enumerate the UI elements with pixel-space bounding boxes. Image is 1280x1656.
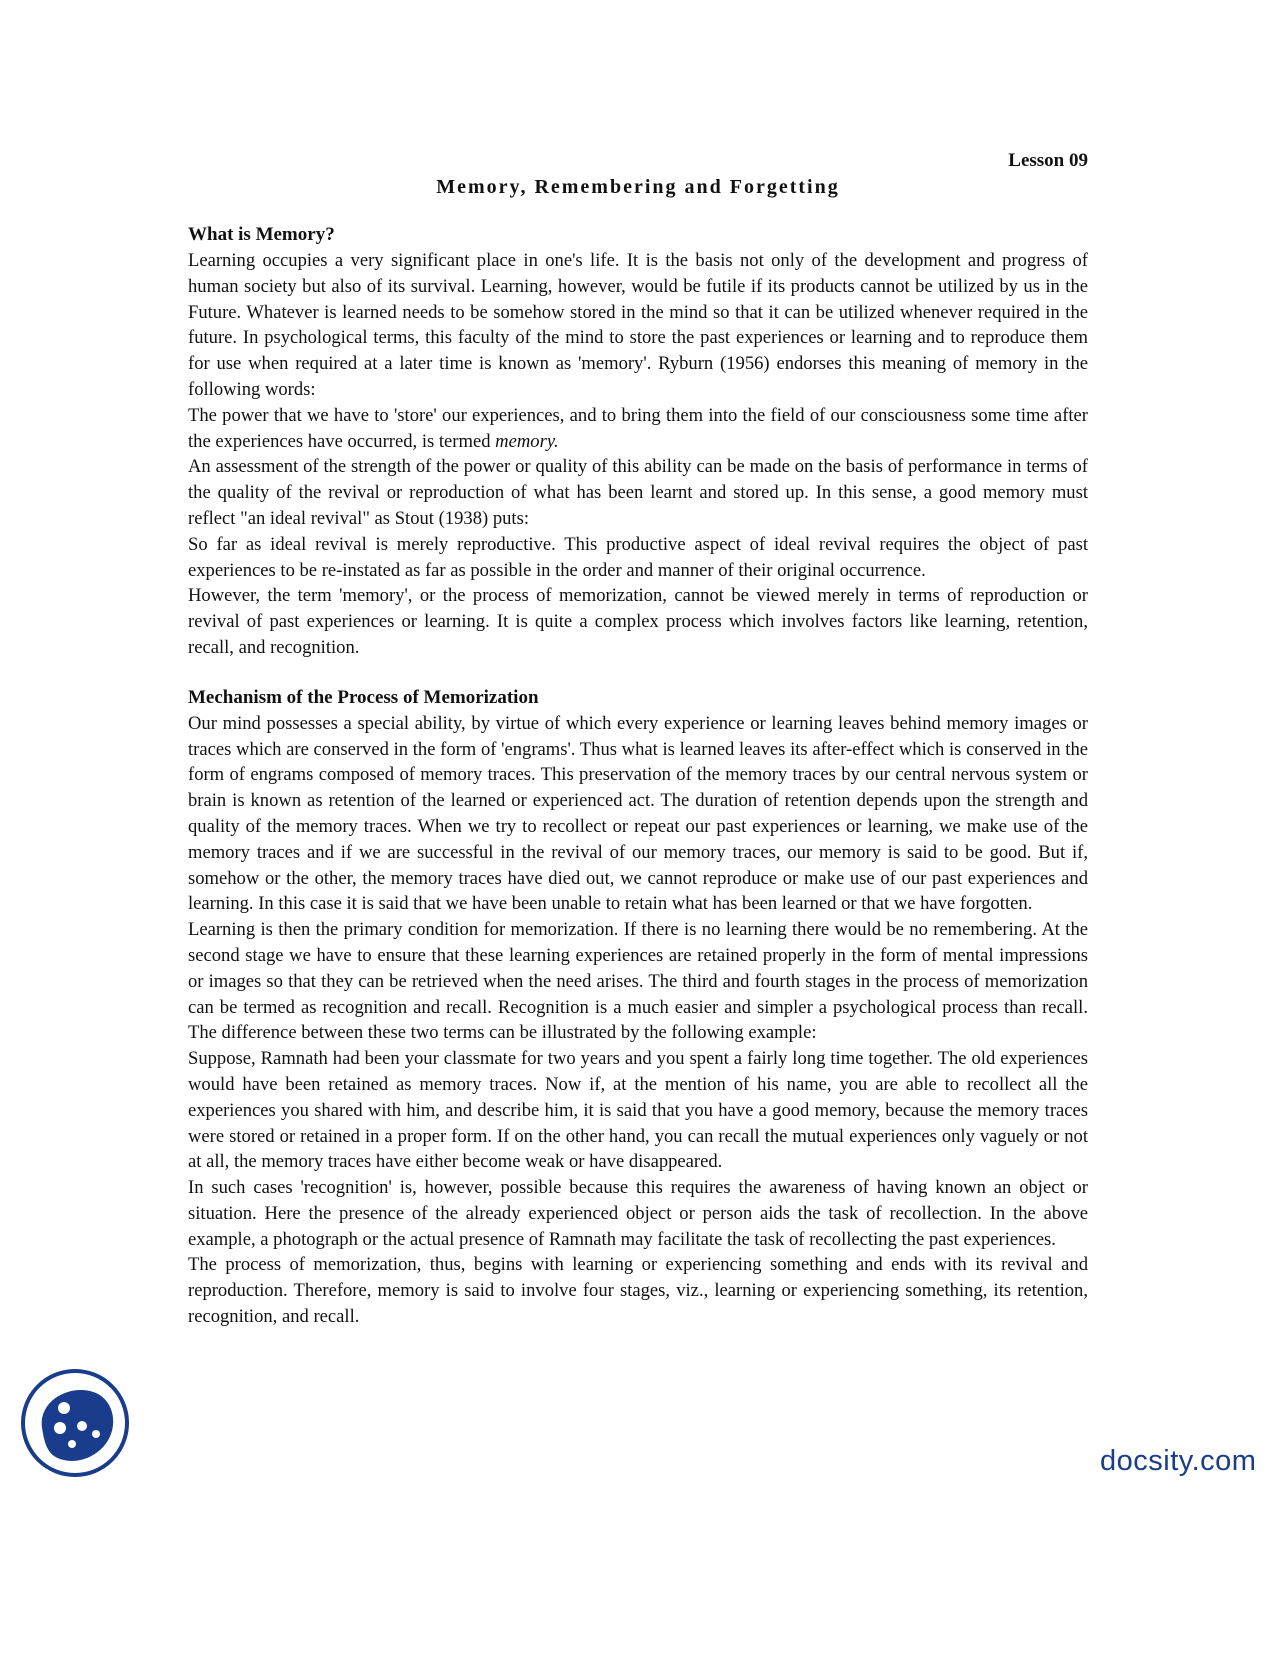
quote-paragraph — [188, 403, 1088, 455]
paragraph: In such cases 'recognition' is, however, possible because this requires the awareness of having known an object or situation. Here the presence of the already experienced object or person aids the task of recollection. In the above example, a photograph or the actual presence of Ramnath may facilitate the task of recollecting the past experiences. — [188, 1177, 1088, 1250]
paragraph: Learning is then the primary condition for memorization. If there is no learning there would be no remembering. At the second stage we have to ensure that these learning experiences are retained properly in the form of mental impressions or images so that they can be retrieved when the need arises. The third and fourth stages in the process of memorization can be termed as recognition and recall. Recognition is a much easier and simpler a psychological process than recall. The difference between these two terms can be illustrated by the following example: — [188, 919, 1088, 1044]
section-heading-mechanism: Mechanism of the Process of Memorization — [188, 686, 539, 708]
quote-text: The power that we have to 'store' our experiences, and to bring them into the field of our consciousness some time after the experiences have occurred, is termed — [188, 404, 1088, 452]
section-heading-what-is-memory: What is Memory? — [188, 224, 335, 245]
paragraph: Our mind possesses a special ability, by virtue of which every experience or learning leaves behind memory images or traces which are conserved in the form of 'engrams'. Thus what is learned leaves its after-effect which is conserved in the form of engrams composed of memory traces. This preservation of the memory traces by our central nervous system or brain is known as retention of the learned or experienced act. The duration of retention depends upon the strength and quality of the memory traces. When we try to recollect or repeat our past experiences or learning, we make use of the memory traces and if we are successful in the revival of our memory traces, our memory is said to be good. But if, somehow or the other, the memory traces have died out, we cannot reproduce or make use of our past experiences and learning. In this case it is said that we have been unable to retain what has been learned or that we have forgotten. — [188, 712, 1088, 915]
paragraph: The process of memorization, thus, begins with learning or experiencing something and ends with its revival and reproduction. Therefore, memory is said to involve four stages, viz., learning or experiencing something, its retention, recognition, and recall. — [188, 1254, 1088, 1328]
docsity-logo-icon — [20, 1368, 130, 1478]
docsity-brand[interactable]: docsity.com — [1100, 1445, 1257, 1477]
paragraph: Suppose, Ramnath had been your classmate for two years and you spent a fairly long time together. The old experiences would have been retained as memory traces. Now if, at the mention of his name, you are able to recollect all the experiences you shared with him, and describe him, it is said that you have a good memory, because the memory traces were stored or retained in a proper form. If on the other hand, you can recall the mutual experiences only vaguely or not at all, the memory traces have either become weak or have disappeared. — [188, 1048, 1088, 1173]
section-gap — [188, 661, 1088, 685]
paragraph: Learning occupies a very significant place in one's life. It is the basis not only of the development and progress of human society but also of its survival. Learning, however, would be futile if its products cannot be utilized by us in the Future. Whatever is learned needs to be somehow stored in the mind so that it can be utilized whenever required in the future. In psychological terms, this faculty of the mind to store the past experiences or learning and to reproduce them for use when required at a later time is known as 'memory'. Ryburn (1956) endorses this meaning of memory in the following words: — [188, 250, 1088, 400]
paragraph: So far as ideal revival is merely reproductive. This productive aspect of ideal revival requires the object of past experiences to be re-instated as far as possible in the order and manner of their original occurrence. — [188, 533, 1088, 581]
quote-emphasis: memory. — [495, 430, 559, 452]
paragraph: An assessment of the strength of the power or quality of this ability can be made on the basis of performance in terms of the quality of the revival or reproduction of what has been learnt and stored up. In this sense, a good memory must reflect "an ideal revival" as Stout (1938) puts: — [188, 456, 1088, 529]
lesson-title: Memory, Remembering and Forgetting — [436, 176, 840, 198]
paragraph: However, the term 'memory', or the process of memorization, cannot be viewed merely in terms of reproduction or revival of past experiences or learning. It is quite a complex process which involves factors like learning, retention, recall, and recognition. — [188, 585, 1088, 658]
lesson-number: Lesson 09 — [1008, 150, 1088, 171]
document-page — [188, 148, 1088, 1330]
